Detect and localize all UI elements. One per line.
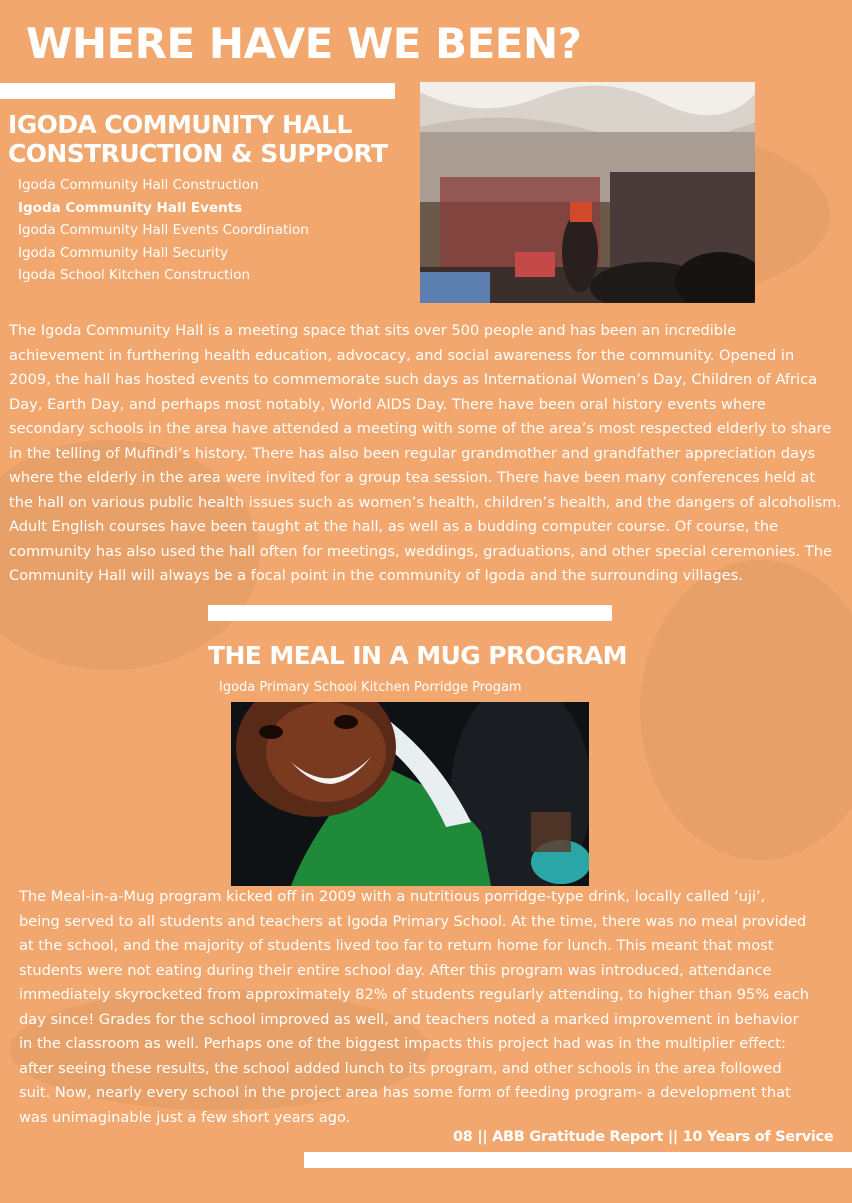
section-title-community-hall: [8, 110, 428, 168]
divider-bar: [208, 605, 612, 621]
paragraph-line: The Igoda Community Hall is a meeting space that sits over 500 people and has been an incredible: [9, 322, 737, 339]
topic-item: Igoda Community Hall Security: [18, 244, 229, 261]
divider-bar: [0, 83, 395, 99]
section-subtitle: Igoda Primary School Kitchen Porridge Progam: [219, 680, 522, 695]
divider-bar: [304, 1152, 852, 1168]
paragraph-line: Day, Earth Day, and perhaps most notably, World AIDS Day. There have been oral history events where: [9, 395, 766, 413]
smiling-child-photo: [231, 702, 589, 886]
paragraph-line: being served to all students and teachers at Igoda Primary School. At the time, there was no meal provided: [19, 912, 807, 930]
page-footer: 08 || ABB Gratitude Report || 10 Years of Service: [453, 1129, 834, 1145]
section-title-line: CONSTRUCTION & SUPPORT: [8, 139, 388, 168]
paragraph-line: was unimaginable just a few short years ago.: [19, 1108, 351, 1126]
background-shape: [640, 560, 852, 860]
section-title-line: IGODA COMMUNITY HALL: [8, 110, 352, 139]
paragraph-line: Community Hall will always be a focal point in the community of Igoda and the surrounding villages.: [9, 567, 743, 584]
topic-list: [18, 174, 309, 287]
meal-in-a-mug-description: [19, 885, 829, 1130]
paragraph-line: community has also used the hall often for meetings, weddings, graduations, and other special ceremonies. The: [9, 542, 832, 560]
paragraph-line: Adult English courses have been taught at the hall, as well as a budding computer course. Of course, the: [9, 518, 779, 535]
page-title: WHERE HAVE WE BEEN?: [26, 19, 582, 68]
topic-item: Igoda Community Hall Events Coordination: [18, 222, 309, 238]
paragraph-line: secondary schools in the area have attended a meeting with some of the area’s most respected elderly to share: [9, 420, 832, 437]
community-hall-description: [9, 319, 845, 589]
paragraph-line: where the elderly in the area were invited for a group tea session. There have been many conferences held at: [9, 469, 816, 486]
paragraph-line: at the school, and the majority of students lived too far to return home for lunch. This meant that most: [19, 937, 774, 954]
paragraph-line: 2009, the hall has hosted events to commemorate such days as International Women’s Day, Children of Africa: [9, 371, 818, 388]
paragraph-line: day since! Grades for the school improved as well, and teachers noted a marked improvement in behavior: [19, 1010, 799, 1028]
paragraph-line: achievement in furthering health education, advocacy, and social awareness for the community. Opened in: [9, 346, 795, 364]
paragraph-line: the hall on various public health issues such as women’s health, children’s health, and the dangers of alcoholism.: [9, 493, 842, 511]
paragraph-line: suit. Now, nearly every school in the project area has some form of feeding program- a development that: [19, 1084, 791, 1101]
paragraph-line: in the classroom as well. Perhaps one of the biggest impacts this project had was in the multiplier effect:: [19, 1035, 786, 1052]
topic-item: Igoda Community Hall Construction: [18, 177, 259, 193]
paragraph-line: students were not eating during their entire school day. After this program was introduced, attendance: [19, 961, 772, 979]
paragraph-line: The Meal-in-a-Mug program kicked off in 2009 with a nutritious porridge-type drink, locally called ‘uji’,: [19, 888, 766, 905]
paragraph-line: after seeing these results, the school added lunch to its program, and other schools in the area followed: [19, 1059, 782, 1077]
paragraph-line: in the telling of Mufindi’s history. There has also been regular grandmother and grandfather appreciation days: [9, 444, 816, 462]
community-hall-photo: [420, 82, 755, 303]
section-title-meal-in-a-mug: THE MEAL IN A MUG PROGRAM: [208, 641, 627, 670]
topic-item-active: Igoda Community Hall Events: [18, 199, 243, 216]
paragraph-line: immediately skyrocketed from approximately 82% of students regularly attending, to higher than 95% each: [19, 986, 810, 1003]
topic-item: Igoda School Kitchen Construction: [18, 267, 251, 283]
